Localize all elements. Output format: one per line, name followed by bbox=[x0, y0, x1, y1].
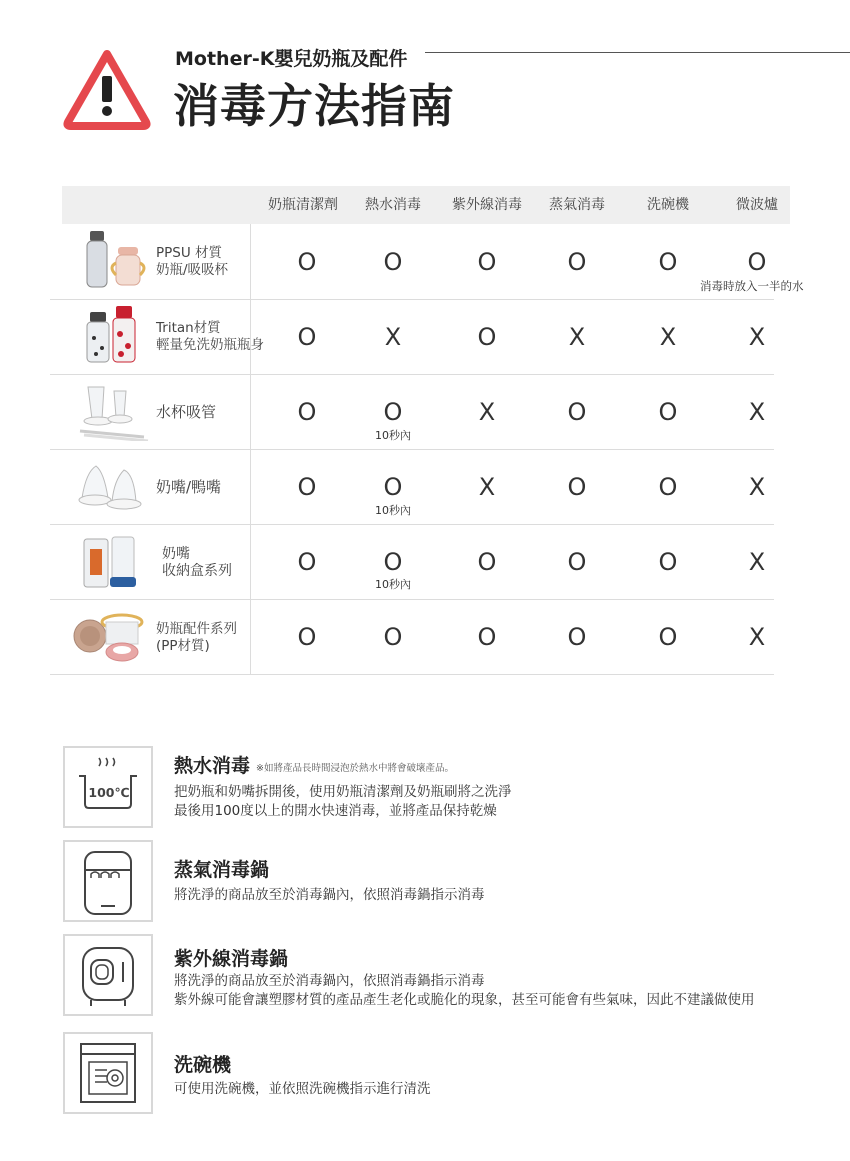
cell-ppsu-cleanser: O bbox=[297, 248, 317, 276]
ppsu-bottle-image bbox=[70, 229, 150, 291]
cell-straw-uv: X bbox=[478, 398, 496, 426]
cell-nipple-steam: O bbox=[567, 473, 587, 501]
cell-storage-hot-water: O bbox=[383, 548, 403, 576]
accessories-image bbox=[70, 604, 150, 666]
column-header-steam: 蒸氣消毒 bbox=[549, 197, 605, 213]
dishwasher-icon-box bbox=[63, 1032, 153, 1114]
cell-straw-cleanser: O bbox=[297, 398, 317, 426]
cell-storage-dishwasher: O bbox=[658, 548, 678, 576]
cell-tritan-dishwasher: X bbox=[659, 323, 677, 351]
cell-straw-steam: O bbox=[567, 398, 587, 426]
nipple-image bbox=[70, 454, 150, 516]
hot-water-title: 熱水消毒 bbox=[174, 755, 251, 777]
hot-water-description: 把奶瓶和奶嘴拆開後，使用奶瓶清潔劑及奶瓶刷將之洗淨 最後用100度以上的開水快速消毒，並將產品保持乾燥 bbox=[174, 784, 512, 819]
straw-image bbox=[70, 379, 150, 441]
note-nipple-hot-water: 10秒內 bbox=[375, 504, 411, 517]
uv-sterilizer-icon bbox=[65, 936, 151, 1014]
microwave-note: 消毒時放入一半的水 bbox=[700, 279, 804, 293]
cell-ppsu-hot-water: O bbox=[383, 248, 403, 276]
column-header-uv: 紫外線消毒 bbox=[452, 197, 522, 213]
cell-tritan-hot-water: X bbox=[384, 323, 402, 351]
column-header-cleanser: 奶瓶清潔劑 bbox=[268, 197, 338, 213]
cell-ppsu-dishwasher: O bbox=[658, 248, 678, 276]
steam-sterilizer-icon bbox=[65, 842, 151, 920]
page-title: 消毒方法指南 bbox=[173, 79, 455, 133]
dishwasher-description: 可使用洗碗機，並依照洗碗機指示進行清洗 bbox=[174, 1081, 431, 1097]
hot-water-icon-box bbox=[63, 746, 153, 828]
cell-storage-uv: O bbox=[477, 548, 497, 576]
tritan-bottle-image bbox=[70, 304, 150, 366]
cell-ppsu-microwave: O bbox=[747, 248, 767, 276]
column-header-hot-water: 熱水消毒 bbox=[365, 197, 421, 213]
header-divider bbox=[425, 52, 850, 53]
brand-subtitle: Mother-K嬰兒奶瓶及配件 bbox=[175, 48, 408, 70]
cell-accessories-steam: O bbox=[567, 623, 587, 651]
cell-nipple-dishwasher: O bbox=[658, 473, 678, 501]
column-header-dishwasher: 洗碗機 bbox=[647, 197, 689, 213]
row-label-storage: 奶嘴 收納盒系列 bbox=[162, 546, 232, 579]
uv-title: 紫外線消毒鍋 bbox=[174, 948, 289, 970]
cell-straw-hot-water: O bbox=[383, 398, 403, 426]
row-label-tritan: Tritan材質 輕量免洗奶瓶瓶身 bbox=[156, 320, 264, 353]
cell-straw-microwave: X bbox=[748, 398, 766, 426]
cell-tritan-microwave: X bbox=[748, 323, 766, 351]
cell-straw-dishwasher: O bbox=[658, 398, 678, 426]
steam-description: 將洗淨的商品放至於消毒鍋內，依照消毒鍋指示消毒 bbox=[174, 887, 485, 903]
steam-icon-box bbox=[63, 840, 153, 922]
uv-icon-box bbox=[63, 934, 153, 1016]
cell-storage-cleanser: O bbox=[297, 548, 317, 576]
storage-box-image bbox=[70, 529, 150, 591]
cell-nipple-cleanser: O bbox=[297, 473, 317, 501]
cell-nipple-uv: X bbox=[478, 473, 496, 501]
note-straw-hot-water: 10秒內 bbox=[375, 429, 411, 442]
hot-water-temp-label: 100℃ bbox=[88, 785, 130, 800]
dishwasher-icon bbox=[65, 1034, 151, 1112]
column-header-microwave: 微波爐 bbox=[736, 197, 778, 213]
row-label-straw: 水杯吸管 bbox=[156, 403, 217, 421]
steam-title: 蒸氣消毒鍋 bbox=[174, 859, 270, 881]
cell-ppsu-uv: O bbox=[477, 248, 497, 276]
cell-storage-steam: O bbox=[567, 548, 587, 576]
cell-storage-microwave: X bbox=[748, 548, 766, 576]
cell-nipple-hot-water: O bbox=[383, 473, 403, 501]
cell-tritan-uv: O bbox=[477, 323, 497, 351]
dishwasher-title: 洗碗機 bbox=[174, 1054, 232, 1076]
uv-description: 將洗淨的商品放至於消毒鍋內，依照消毒鍋指示消毒 紫外線可能會讓塑膠材質的產品產生老化或脆化的現象，甚至可能會有些氣味，因此不建議做使用 bbox=[174, 973, 755, 1008]
cell-tritan-cleanser: O bbox=[297, 323, 317, 351]
cell-accessories-dishwasher: O bbox=[658, 623, 678, 651]
cell-accessories-hot-water: O bbox=[383, 623, 403, 651]
hot-water-warning-note: ※如將產品長時間浸泡於熱水中將會破壞產品。 bbox=[256, 763, 454, 774]
note-storage-hot-water: 10秒內 bbox=[375, 578, 411, 591]
cell-nipple-microwave: X bbox=[748, 473, 766, 501]
row-label-nipple: 奶嘴/鴨嘴 bbox=[156, 478, 222, 496]
cell-ppsu-steam: O bbox=[567, 248, 587, 276]
cell-accessories-cleanser: O bbox=[297, 623, 317, 651]
warning-icon bbox=[62, 48, 152, 130]
cell-tritan-steam: X bbox=[568, 323, 586, 351]
row-label-ppsu: PPSU 材質 奶瓶/吸吸杯 bbox=[156, 245, 229, 278]
cell-accessories-uv: O bbox=[477, 623, 497, 651]
cell-accessories-microwave: X bbox=[748, 623, 766, 651]
row-label-accessories: 奶瓶配件系列 (PP材質) bbox=[156, 621, 237, 654]
